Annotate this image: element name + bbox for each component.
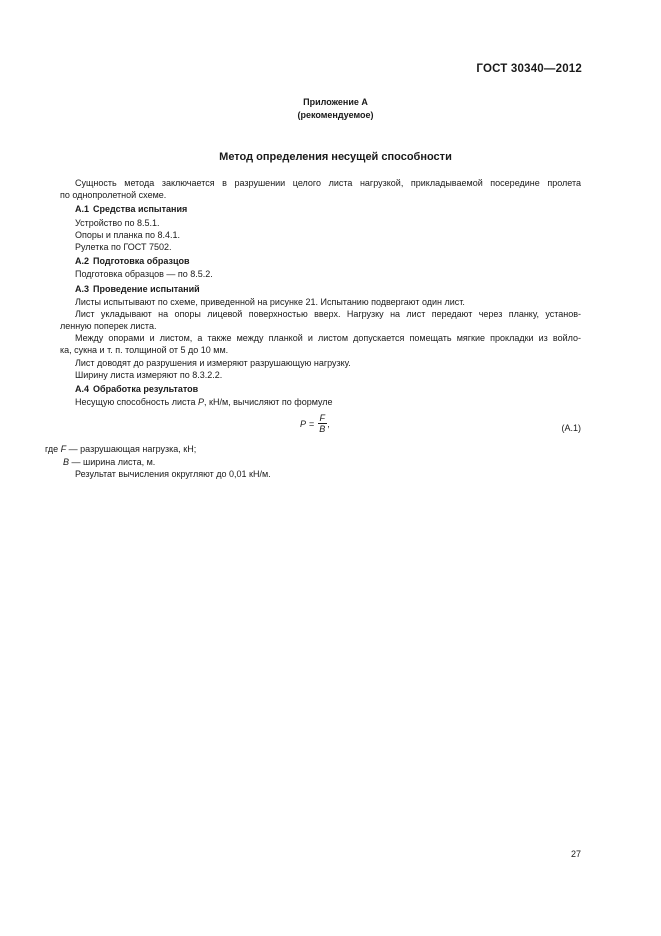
variable-f: F [60,444,67,455]
section-title: Подготовка образцов [93,256,190,267]
formula-equals: = [309,419,315,430]
document-title: Метод определения несущей способности [219,151,452,163]
section-number: А.2 [75,256,90,267]
formula-punct: , [327,419,330,430]
paragraph-line [60,396,581,408]
section-title: Обработка результатов [93,384,199,394]
section-title: Проведение испытаний [93,283,200,294]
intro-line-1: Сущность метода заключается в разрушении целого листа нагрузкой, прикладываемой посередине пролета [75,178,581,188]
document-code: ГОСТ 30340—2012 [476,63,582,75]
section-heading-a4 [60,383,581,395]
text-run: , кН/м, вычисляют по формуле [204,397,333,408]
definition-line [60,456,581,468]
appendix-status: (рекомендуемое) [297,110,374,120]
paragraph-line: Устройство по 8.5.1. [75,217,160,228]
formula-lhs: P [300,419,307,430]
paragraph-line: ка, сукна и т. п. толщиной от 5 до 10 мм. [60,345,229,356]
section-heading-a1 [60,203,581,215]
paragraph-line: Между опорами и листом, а также между планкой и листом допускается помещать мягкие прокладки из войло- [75,333,581,344]
definition-text: — ширина листа, м. [69,456,156,467]
paragraph-line: Опоры и планка по 8.4.1. [75,229,181,240]
formula-a1 [60,413,581,443]
variable-p: P [198,397,205,408]
paragraph-line: Лист доводят до разрушения и измеряют разрушающую нагрузку. [75,357,351,368]
paragraph-line: Ширину листа измеряют по 8.3.2.2. [75,369,223,380]
text-run: Несущую способность листа [75,397,198,408]
formula-denominator: B [319,424,326,435]
formula-expression [300,413,330,435]
formula-number: (А.1) [561,423,581,434]
paragraph-line: Результат вычисления округляют до 0,01 кН/м. [75,468,271,479]
paragraph-line: Рулетка по ГОСТ 7502. [75,241,172,252]
document-body [45,177,581,480]
section-heading-a3 [60,283,581,295]
appendix-header [0,96,661,122]
where-label: где [45,444,59,455]
variable-b: B [63,456,70,467]
appendix-label: Приложение А [303,97,368,107]
paragraph-line: Подготовка образцов — по 8.5.2. [75,269,213,280]
definition-line [45,443,581,455]
section-number: А.1 [75,204,90,215]
formula-fraction [317,413,327,435]
section-heading-a2 [60,255,581,267]
section-title: Средства испытания [93,204,188,215]
paragraph-line: Лист укладывают на опоры лицевой поверхностью вверх. Нагрузку на лист передают через планку, установ- [75,308,581,319]
section-number: А.3 [75,283,90,294]
paragraph-line: ленную поперек листа. [60,321,157,332]
definition-text: — разрушающая нагрузка, кН; [66,444,197,455]
intro-line-2: по однопролетной схеме. [60,190,167,201]
section-number: А.4 [75,384,90,394]
page-number: 27 [570,849,581,859]
paragraph-line: Листы испытывают по схеме, приведенной на рисунке 21. Испытанию подвергают один лист. [75,296,465,307]
formula-numerator: F [319,413,326,424]
